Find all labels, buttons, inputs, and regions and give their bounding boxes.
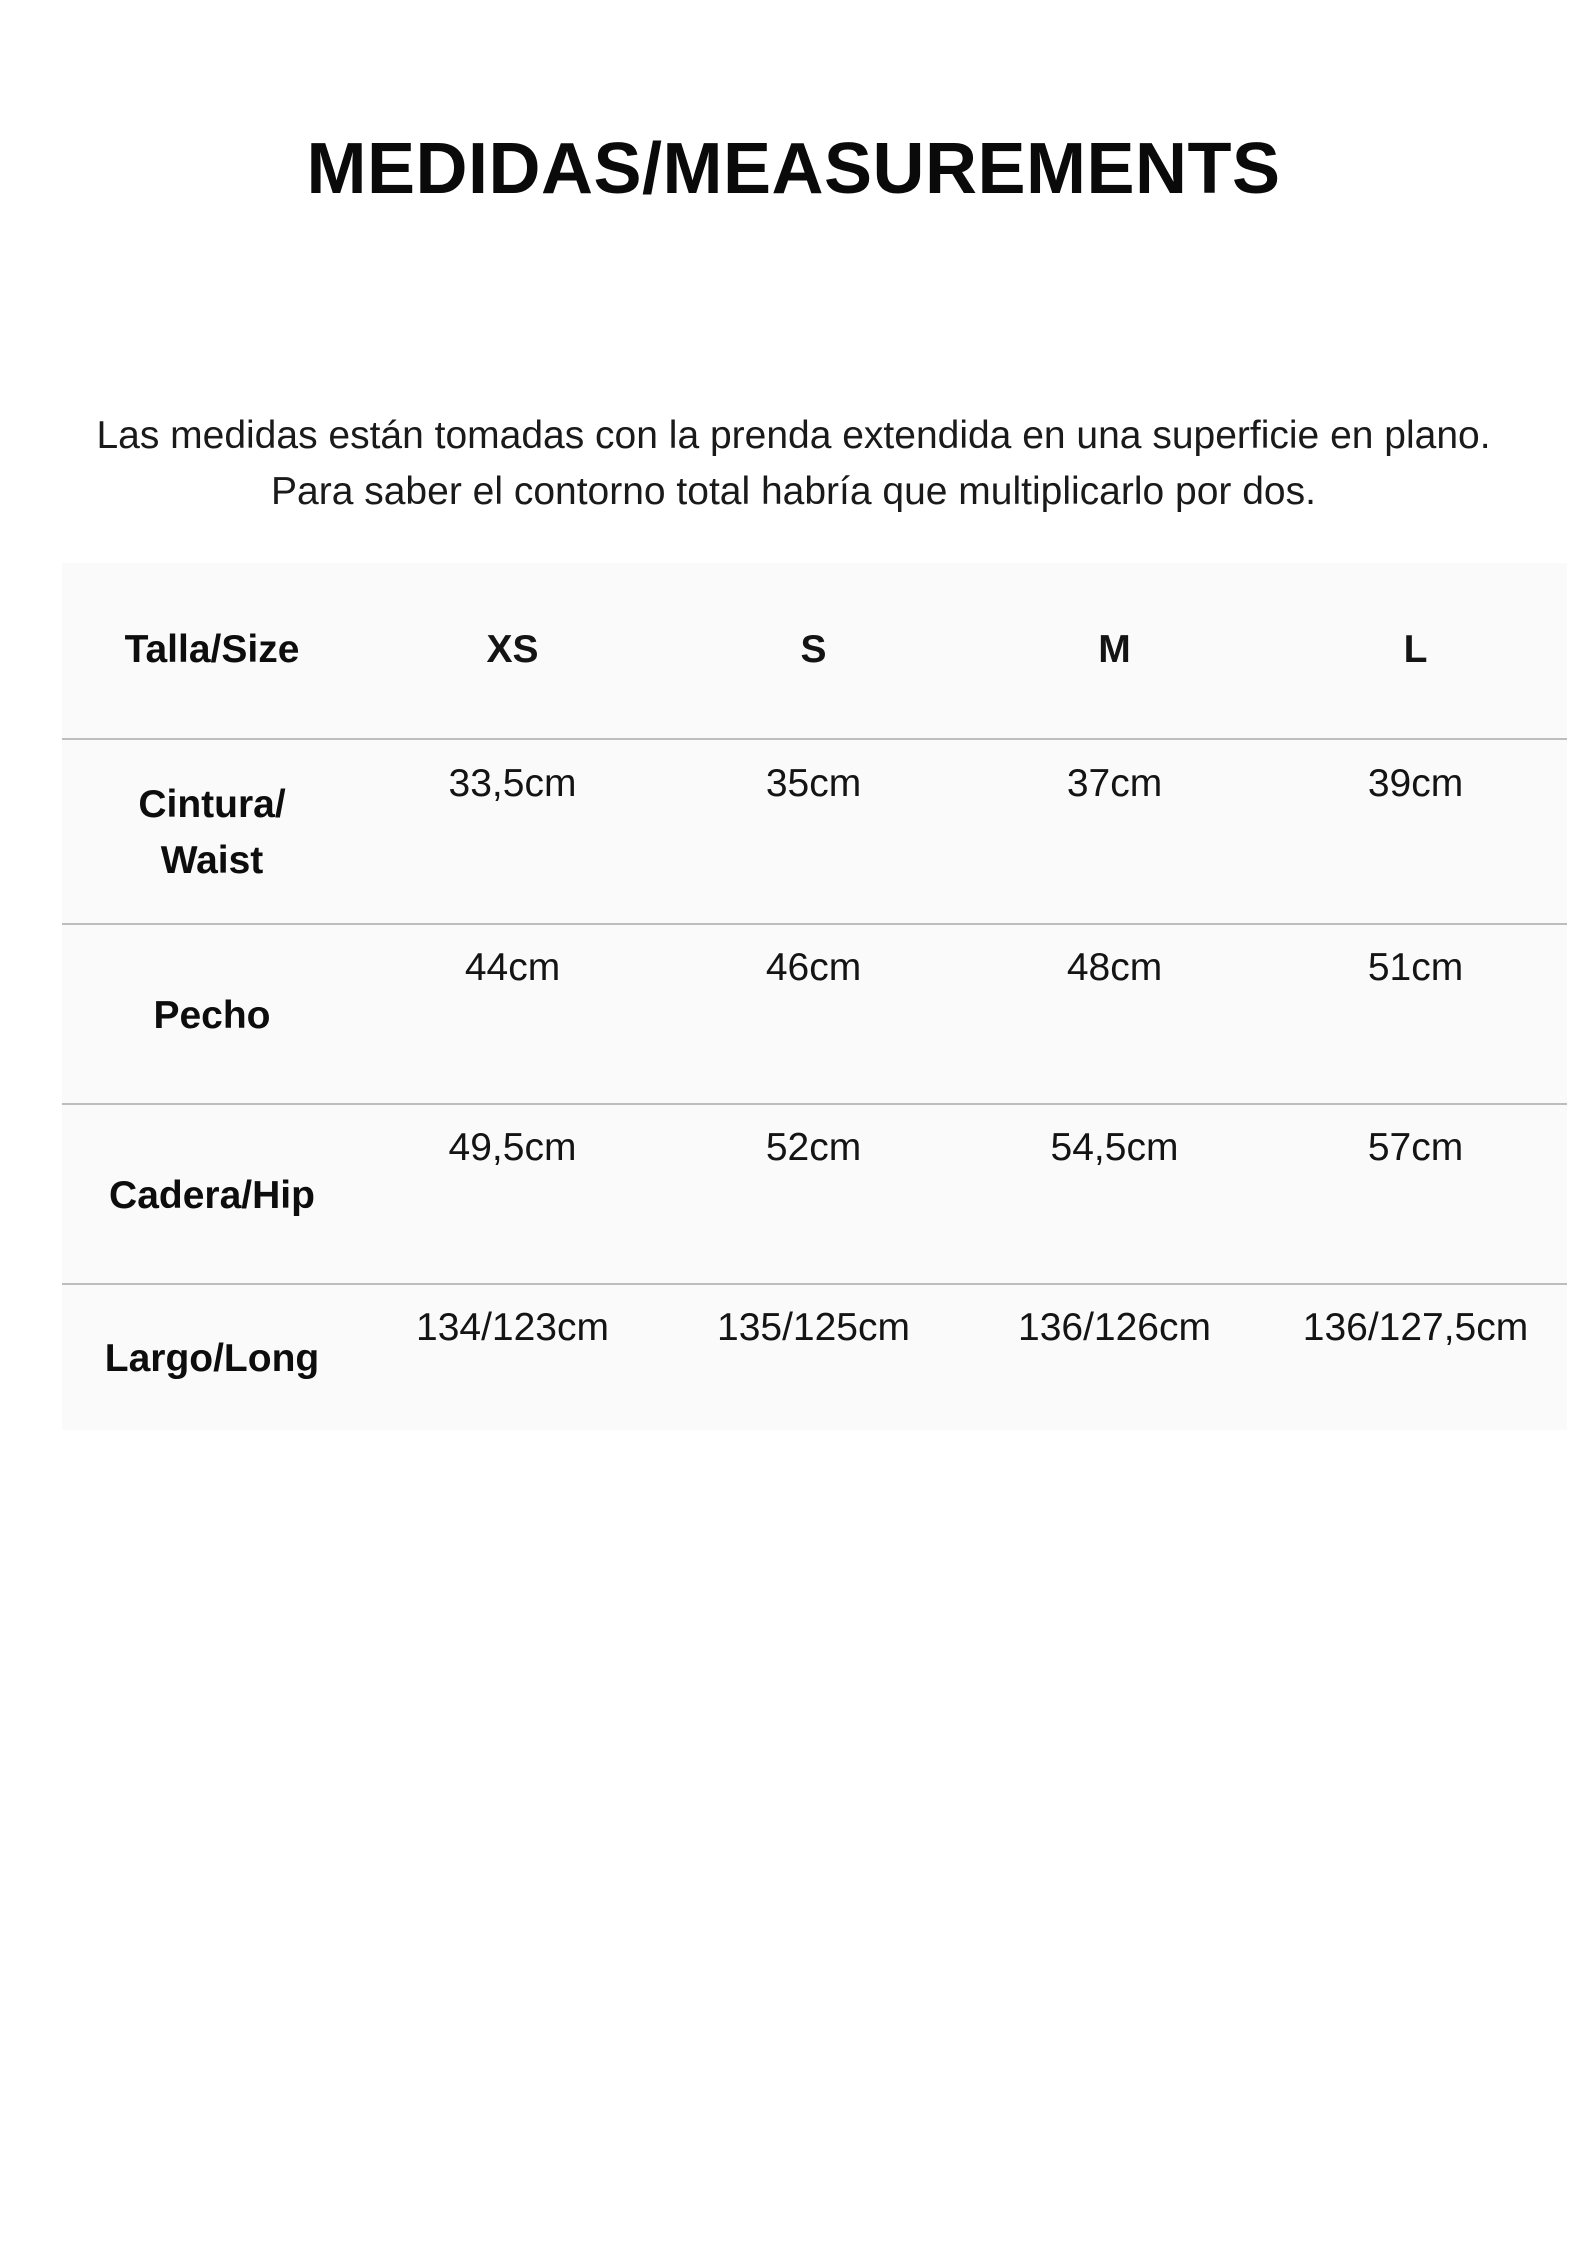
table-cell: 44cm (464, 946, 561, 989)
table-row-length (62, 1283, 1567, 1430)
table-cell: 135/125cm (717, 1306, 910, 1349)
header-size-l: L (1403, 628, 1428, 671)
header-size-label: Talla/Size (124, 628, 300, 671)
table-cell: 46cm (765, 946, 862, 989)
table-cell: 52cm (765, 1126, 862, 1169)
table-row-hip (62, 1103, 1567, 1283)
row-label-chest: Pecho (153, 994, 271, 1037)
table-cell: 48cm (1066, 946, 1163, 989)
table-cell: 39cm (1367, 762, 1464, 805)
table-row-waist (62, 738, 1567, 923)
table-row-chest (62, 923, 1567, 1103)
intro-line-2: Para saber el contorno total habría que multiplicarlo por dos. (271, 470, 1316, 513)
table-cell: 136/126cm (1018, 1306, 1211, 1349)
table-cell: 35cm (765, 762, 862, 805)
table-cell: 51cm (1367, 946, 1464, 989)
row-label-hip: Cadera/Hip (109, 1174, 315, 1217)
table-cell: 136/127,5cm (1302, 1306, 1529, 1349)
size-table (62, 563, 1567, 1430)
page-title: MEDIDAS/MEASUREMENTS (306, 129, 1281, 209)
intro-line-1: Las medidas están tomadas con la prenda extendida en una superficie en plano. (96, 414, 1491, 457)
table-cell: 37cm (1066, 762, 1163, 805)
header-size-s: S (800, 628, 827, 671)
row-label-length: Largo/Long (104, 1337, 320, 1380)
row-label-waist-line2: Waist (160, 839, 264, 882)
table-cell: 49,5cm (448, 1126, 577, 1169)
table-cell: 134/123cm (416, 1306, 609, 1349)
row-label-waist (62, 740, 362, 923)
intro-text (0, 408, 1587, 520)
table-header-row (62, 563, 1567, 738)
header-size-m: M (1098, 628, 1131, 671)
table-cell: 54,5cm (1050, 1126, 1179, 1169)
header-size-xs: XS (486, 628, 539, 671)
table-cell: 33,5cm (448, 762, 577, 805)
table-cell: 57cm (1367, 1126, 1464, 1169)
row-label-waist-line1: Cintura/ (138, 783, 286, 826)
